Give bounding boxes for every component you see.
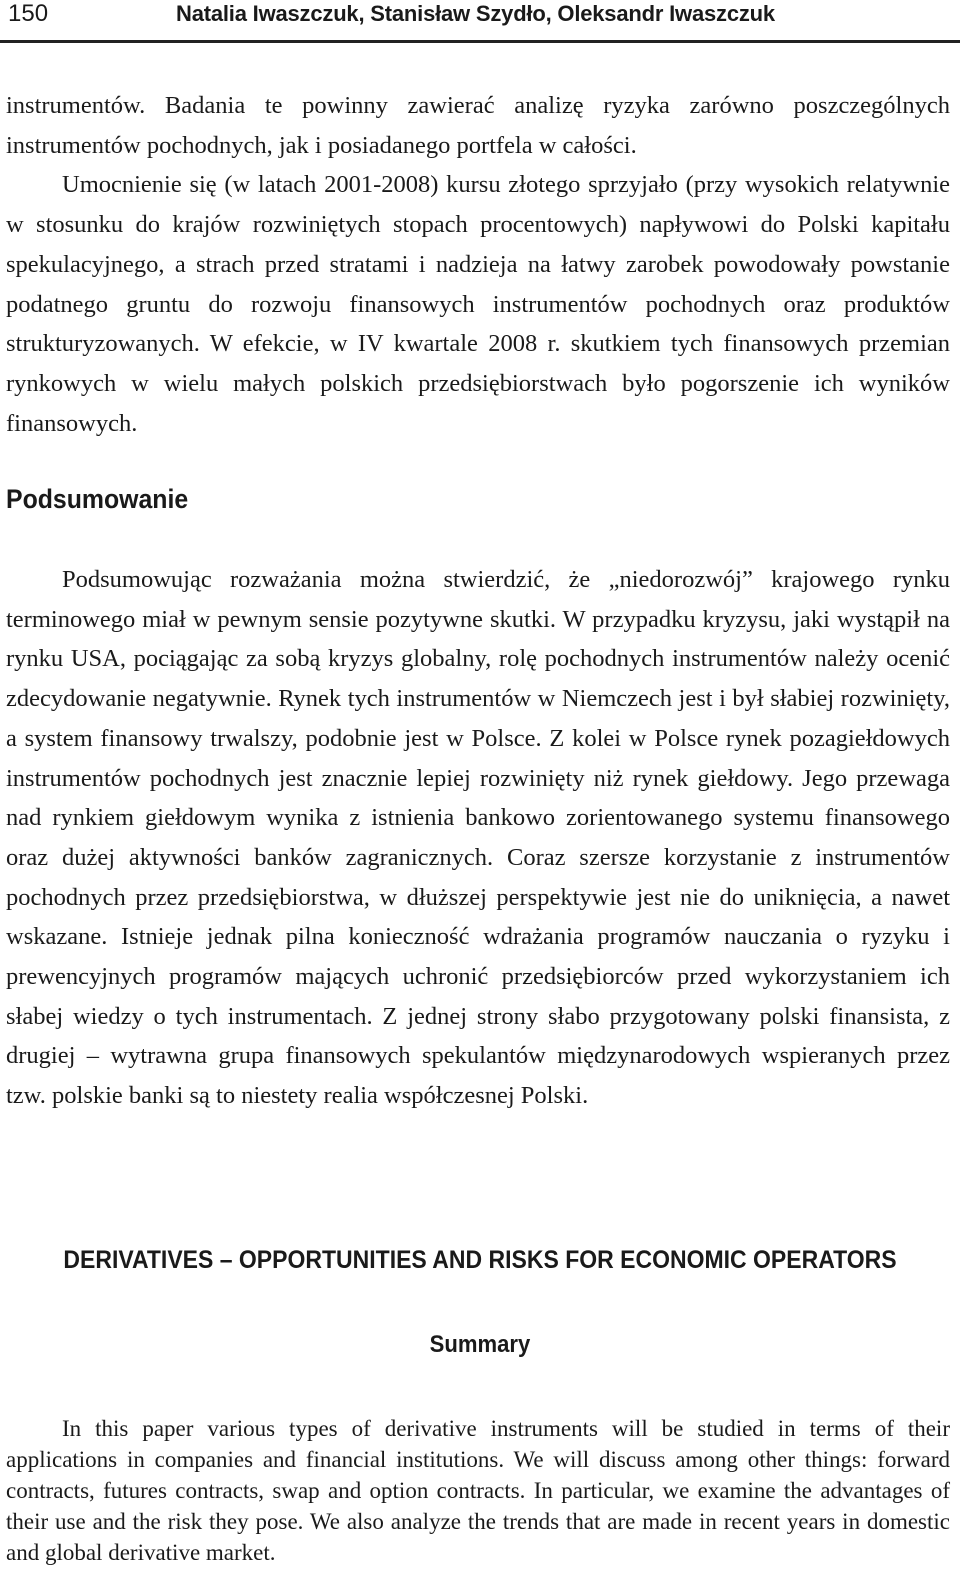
running-head-authors: Natalia Iwaszczuk, Stanisław Szydło, Oleksandr Iwaszczuk — [176, 1, 775, 26]
page-number: 150 — [8, 0, 49, 27]
english-title: DERIVATIVES – OPPORTUNITIES AND RISKS FOR ECONOMIC OPERATORS — [63, 1246, 897, 1274]
paragraph-1: Umocnienie się (w latach 2001-2008) kursu złotego sprzyjało (przy wysokich relatywnie w stosunku do krajów rozwiniętych stopach procentowych) napływowi do Polski kapitału spekulacyjnego, a strach przed stratami i nadzieja na łatwy zarobek powodowały powstanie podatnego gruntu do rozwoju finansowych instrumentów pochodnych oraz produktów strukturyzowanych. W efekcie, w IV kwartale 2008 r. skutkiem tych finansowych przemian rynkowych w wielu małych polskich przedsiębiorstwach było pogorszenie ich wyników finansowych. — [6, 171, 950, 437]
section-heading: Podsumowanie — [6, 484, 189, 514]
paragraph-continuation: instrumentów. Badania te powinny zawierać analizę ryzyka zarówno poszczególnych instrumentów pochodnych, jak i posiadanego portfela w całości. — [6, 92, 950, 159]
paragraph-2: Podsumowując rozważania można stwierdzić, że „niedorozwój” krajowego rynku terminowego miał w pewnym sensie pozytywne skutki. W przypadku kryzysu, jaki wystąpił na rynku USA, pociągając za sobą kryzys globalny, rolę pochodnych instrumentów należy ocenić zdecydowanie negatywnie. Rynek tych instrumentów w Niemczech jest i był słabiej rozwinięty, a system finansowy trwalszy, podobnie jest w Polsce. Z kolei w Polsce rynek pozagiełdowych instrumentów pochodnych jest znacznie lepiej rozwinięty niż rynek giełdowy. Jego przewaga nad rynkiem giełdowym wynika z istnienia bankowo zorientowanego systemu finansowego oraz dużej aktywności banków zagranicznych. Coraz szersze korzystanie z instrumentów pochodnych przez przedsiębiorstwa, w dłuższej perspektywie jest nie do uniknięcia, a nawet wskazane. Istnieje jednak pilna konieczność wdrażania programów nauczania o ryzyku i prewencyjnych programów mających uchronić przedsiębiorców przed wykorzystaniem ich słabej wiedzy o tych instrumentach. Z jednej strony słabo przygotowany polski finansista, z drugiej – wytrawna grupa finansowych spekulantów międzynarodowych wspieranych przez tzw. polskie banki są to niestety realia współczesnej Polski. — [6, 566, 950, 1110]
summary-heading: Summary — [429, 1331, 531, 1358]
summary-text: In this paper various types of derivative instruments will be studied in terms of their applications in companies and financial institutions. We will discuss among other things: forward contracts, futures contracts, swap and option contracts. In particular, we examine the advantages of their use and the risk they pose. We also analyze the trends that are made in recent years in domestic and global derivative market. — [6, 1416, 950, 1565]
header-rule — [0, 40, 960, 43]
body-block-1 — [6, 86, 950, 443]
page-header — [0, 0, 960, 44]
